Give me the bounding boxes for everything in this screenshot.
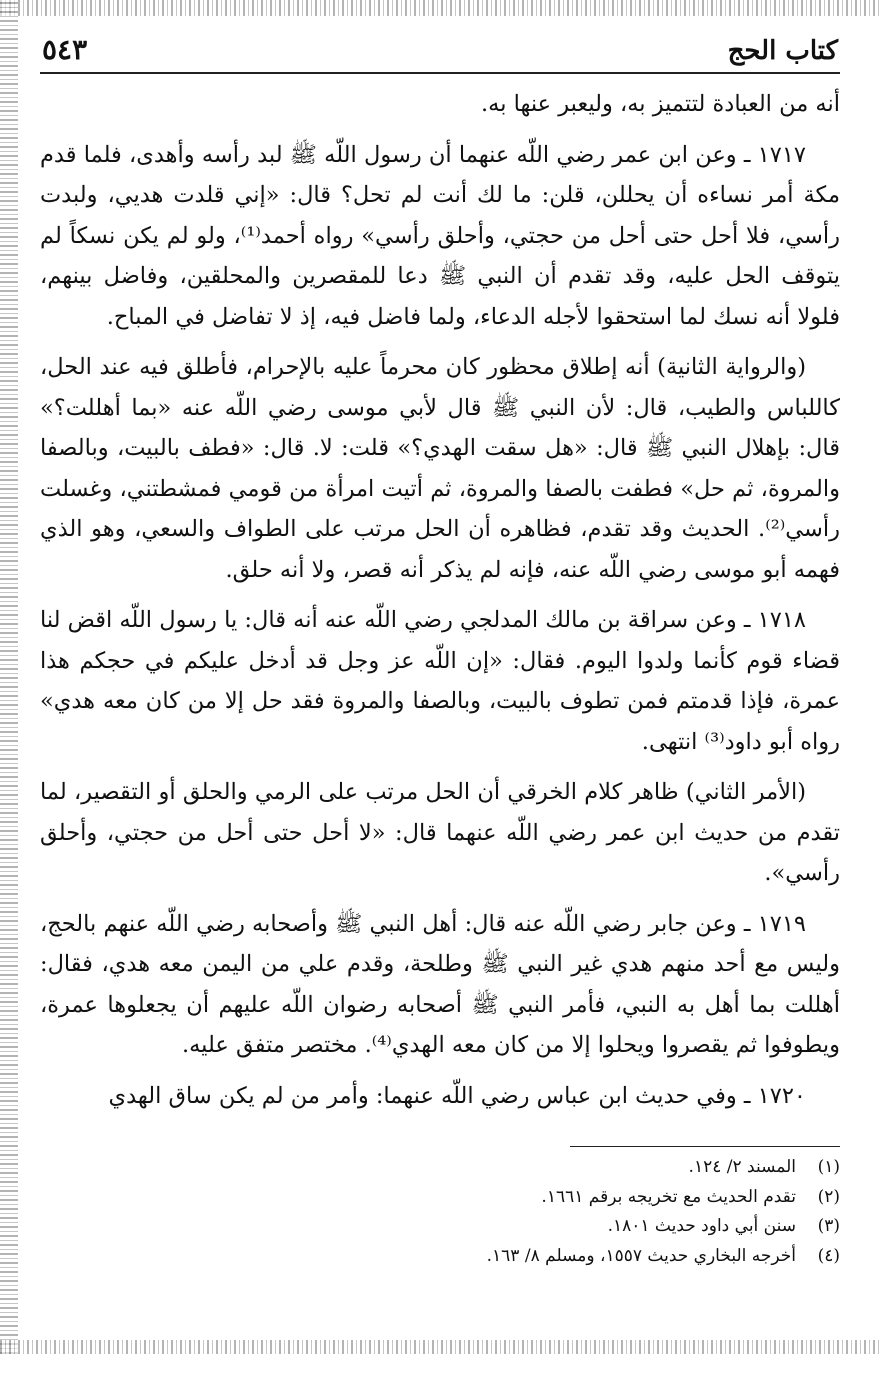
page xyxy=(40,22,840,1271)
paragraph: (والرواية الثانية) أنه إطلاق محظور كان محرماً عليه بالإحرام، فأطلق فيه عند الحل، كاللباس والطيب، قال: لأن النبي ﷺ قال لأبي موسى رضي اللّه عنه «بما أهللت؟» قال: بإهلال النبي ﷺ قال: «هل سقت الهدي؟» قلت: لا. قال: «فطف بالبيت، وبالصفا والمروة، ثم حل» فطفت بالصفا والمروة، ثم أتيت امرأة من قومي فمشطتني، وغسلت رأسي⁽²⁾. الحديث وقد تقدم، فظاهره أن الحل مرتب على الطواف والسعي، وهو الذي فهمه أبو موسى رضي اللّه عنه، فإنه لم يذكر أنه قصر، ولا أنه حلق. xyxy=(40,354,840,583)
footnote-number: (٤) xyxy=(817,1245,840,1266)
page-number: ٥٤٣ xyxy=(42,33,88,66)
paragraph: ١٧١٧ ـ وعن ابن عمر رضي اللّه عنهما أن رسول اللّه ﷺ لبد رأسه وأهدى، فلما قدم مكة أمر نساءه أن يحللن، قلن: ما لك أنت لم تحل؟ قال: «إني قلدت هديي، ولبدت رأسي، فلا أحل حتى أحل من حجتي، وأحلق رأسي» رواه أحمد⁽¹⁾، ولو لم يكن نسكاً لم يتوقف الحل عليه، وقد تقدم أن النبي ﷺ دعا للمقصرين والمحلقين، وفاضل بينهم، فلولا أنه نسك لما استحقوا لأجله الدعاء، ولما فاضل فيه، إذ لا تفاضل في المباح. xyxy=(40,141,840,330)
footnote-number: (١) xyxy=(817,1157,840,1177)
page-border-left xyxy=(0,0,18,1354)
paragraph: ١٧١٨ ـ وعن سراقة بن مالك المدلجي رضي اللّه عنه أنه قال: يا رسول اللّه اقض لنا قضاء قوم كأنما ولدوا اليوم. فقال: «إن اللّه عز وجل قد أدخل عليكم في حجكم هذا عمرة، فإذا قدمتم فمن تطوف بالبيت، وبالصفا والمروة فقد حل إلا من كان معه هدي» رواه أبو داود⁽³⁾ انتهى. xyxy=(40,607,840,755)
footnote xyxy=(40,1183,840,1213)
body-text xyxy=(40,84,840,1116)
paragraph: ١٧٢٠ ـ وفي حديث ابن عباس رضي اللّه عنهما: وأمر من لم يكن ساق الهدي xyxy=(108,1082,806,1109)
footnote xyxy=(40,1153,840,1183)
page-border-bottom xyxy=(0,1340,879,1354)
footnote-text: تقدم الحديث مع تخريجه برقم ١٦٦١. xyxy=(541,1186,796,1207)
running-header xyxy=(40,22,840,74)
footnote-divider xyxy=(570,1146,840,1147)
footnote-text: أخرجه البخاري حديث ١٥٥٧، ومسلم ٨/ ١٦٣. xyxy=(486,1245,796,1266)
footnote-number: (٣) xyxy=(817,1216,840,1236)
page-border-top xyxy=(0,0,879,16)
paragraph: أنه من العبادة لتتميز به، وليعبر عنها به. xyxy=(481,91,840,117)
footnote xyxy=(40,1212,840,1242)
footnote-text: المسند ٢/ ١٢٤. xyxy=(688,1157,796,1177)
footnote xyxy=(40,1242,840,1272)
paragraph: (الأمر الثاني) ظاهر كلام الخرقي أن الحل مرتب على الرمي والحلق أو التقصير، لما تقدم من حديث ابن عمر رضي اللّه عنهما قال: «لا أحل حتى أحل من حجتي، وأحلق رأسي». xyxy=(40,779,840,886)
paragraph: ١٧١٩ ـ وعن جابر رضي اللّه عنه قال: أهل النبي ﷺ وأصحابه رضي اللّه عنهم بالحج، وليس مع أحد منهم هدي غير النبي ﷺ وطلحة، وقدم علي من اليمن معه هدي، فقال: أهللت بما أهل به النبي، فأمر النبي ﷺ أصحابه رضوان اللّه عليهم أن يجعلوها عمرة، ويطوفوا ثم يقصروا ويحلوا إلا من كان معه الهدي⁽⁴⁾. مختصر متفق عليه. xyxy=(40,910,840,1058)
book-title: كتاب الحج xyxy=(727,36,838,66)
footnote-text: سنن أبي داود حديث ١٨٠١. xyxy=(607,1216,796,1236)
footnotes xyxy=(40,1153,840,1271)
footnote-number: (٢) xyxy=(817,1186,840,1207)
